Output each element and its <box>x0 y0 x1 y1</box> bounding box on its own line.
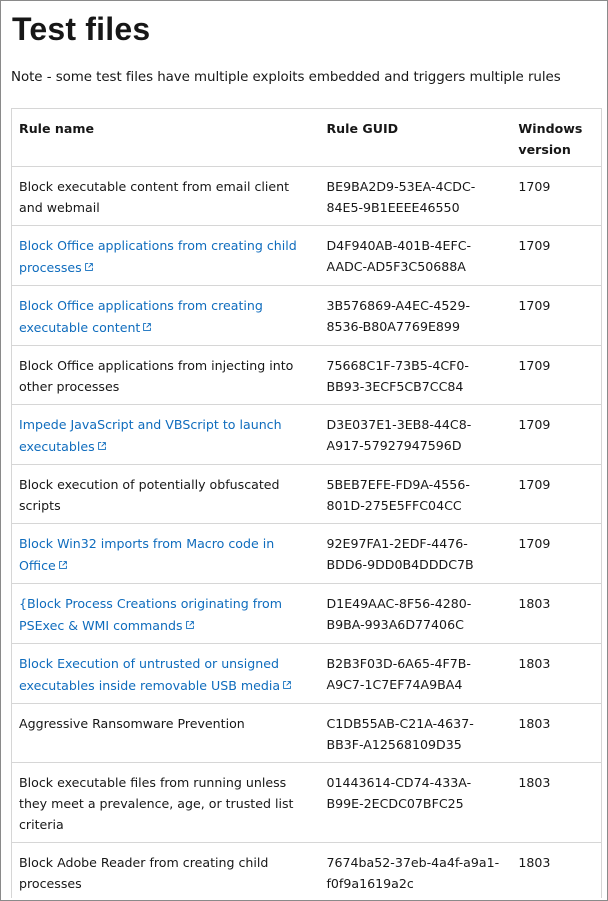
cell-rule-name <box>11 167 318 226</box>
cell-rule-name <box>11 584 318 644</box>
external-link-icon <box>283 674 291 682</box>
rule-link-text: Block Office applications from creating child processes <box>19 238 297 275</box>
cell-rule-guid: D3E037E1-3EB8-44C8-A917-57927947596D <box>318 405 510 465</box>
table-row <box>11 704 602 763</box>
header-windows-version: Windows version <box>510 109 602 167</box>
rule-link[interactable] <box>19 536 274 573</box>
table-row <box>11 226 602 286</box>
cell-windows-version: 1803 <box>510 763 602 843</box>
cell-rule-name <box>11 346 318 405</box>
rule-link[interactable] <box>19 298 263 335</box>
table-row <box>11 405 602 465</box>
cell-rule-name <box>11 226 318 286</box>
table-row <box>11 167 602 226</box>
cell-windows-version: 1709 <box>510 405 602 465</box>
cell-rule-guid: 75668C1F-73B5-4CF0-BB93-3ECF5CB7CC84 <box>318 346 510 405</box>
rule-link-text: Impede JavaScript and VBScript to launch executables <box>19 417 282 454</box>
cell-rule-guid: 01443614-CD74-433A-B99E-2ECDC07BFC25 <box>318 763 510 843</box>
note-text: Note - some test files have multiple exploits embedded and triggers multiple rules <box>11 70 561 85</box>
external-link-icon <box>186 614 194 622</box>
cell-rule-guid: BE9BA2D9-53EA-4CDC-84E5-9B1EEEE46550 <box>318 167 510 226</box>
cell-rule-guid: 3B576869-A4EC-4529-8536-B80A7769E899 <box>318 286 510 346</box>
rule-link-text: Block Execution of untrusted or unsigned executables inside removable USB media <box>19 656 281 693</box>
cell-rule-name <box>11 286 318 346</box>
table-header-row <box>11 109 602 167</box>
cell-windows-version: 1709 <box>510 465 602 524</box>
rule-link[interactable] <box>19 238 297 275</box>
cell-rule-name <box>11 405 318 465</box>
cell-windows-version: 1709 <box>510 167 602 226</box>
cell-rule-name <box>11 465 318 524</box>
table-row <box>11 286 602 346</box>
rule-name-text: Block Office applications from injecting into other processes <box>19 358 294 394</box>
cell-rule-name <box>11 843 318 901</box>
page-title: Test files <box>12 11 151 47</box>
cell-rule-guid: B2B3F03D-6A65-4F7B-A9C7-1C7EF74A9BA4 <box>318 644 510 704</box>
external-link-icon <box>143 316 151 324</box>
cell-windows-version: 1709 <box>510 286 602 346</box>
cell-rule-name <box>11 644 318 704</box>
external-link-icon <box>59 554 67 562</box>
cell-rule-guid: 7674ba52-37eb-4a4f-a9a1-f0f9a1619a2c <box>318 843 510 901</box>
rule-link[interactable] <box>19 417 282 454</box>
cell-rule-guid: C1DB55AB-C21A-4637-BB3F-A12568109D35 <box>318 704 510 763</box>
cell-rule-guid: D1E49AAC-8F56-4280-B9BA-993A6D77406C <box>318 584 510 644</box>
table-row <box>11 584 602 644</box>
rule-name-text: Block executable content from email client and webmail <box>19 179 290 215</box>
rule-link[interactable] <box>19 656 291 693</box>
cell-windows-version: 1803 <box>510 644 602 704</box>
rule-name-text: Block Adobe Reader from creating child processes <box>19 855 269 891</box>
cell-windows-version: 1803 <box>510 704 602 763</box>
cell-windows-version: 1709 <box>510 346 602 405</box>
external-link-icon <box>98 435 106 443</box>
rule-name-text: Aggressive Ransomware Prevention <box>19 716 245 731</box>
table-row <box>11 524 602 584</box>
cell-windows-version: 1803 <box>510 584 602 644</box>
cell-rule-name <box>11 704 318 763</box>
rule-link-text: {Block Process Creations originating from PSExec & WMI commands <box>19 596 282 633</box>
cell-rule-guid: 92E97FA1-2EDF-4476-BDD6-9DD0B4DDDC7B <box>318 524 510 584</box>
rule-link[interactable] <box>19 596 282 633</box>
rule-link-text: Block Office applications from creating executable content <box>19 298 263 335</box>
table-row <box>11 644 602 704</box>
rule-link-text: Block Win32 imports from Macro code in Office <box>19 536 275 573</box>
cell-rule-guid: D4F940AB-401B-4EFC-AADC-AD5F3C50688A <box>318 226 510 286</box>
external-link-icon <box>85 256 93 264</box>
rule-name-text: Block executable files from running unless they meet a prevalence, age, or trusted list criteria <box>19 775 294 832</box>
cell-rule-name <box>11 763 318 843</box>
test-files-table <box>11 108 602 901</box>
cell-rule-guid: 5BEB7EFE-FD9A-4556-801D-275E5FFC04CC <box>318 465 510 524</box>
table-row <box>11 763 602 843</box>
cell-windows-version: 1803 <box>510 843 602 901</box>
rule-name-text: Block execution of potentially obfuscated scripts <box>19 477 280 513</box>
header-rule-name: Rule name <box>11 109 318 167</box>
table-row <box>11 346 602 405</box>
cell-windows-version: 1709 <box>510 226 602 286</box>
cell-windows-version: 1709 <box>510 524 602 584</box>
header-rule-guid: Rule GUID <box>318 109 510 167</box>
table-row <box>11 465 602 524</box>
cell-rule-name <box>11 524 318 584</box>
table-row <box>11 843 602 901</box>
